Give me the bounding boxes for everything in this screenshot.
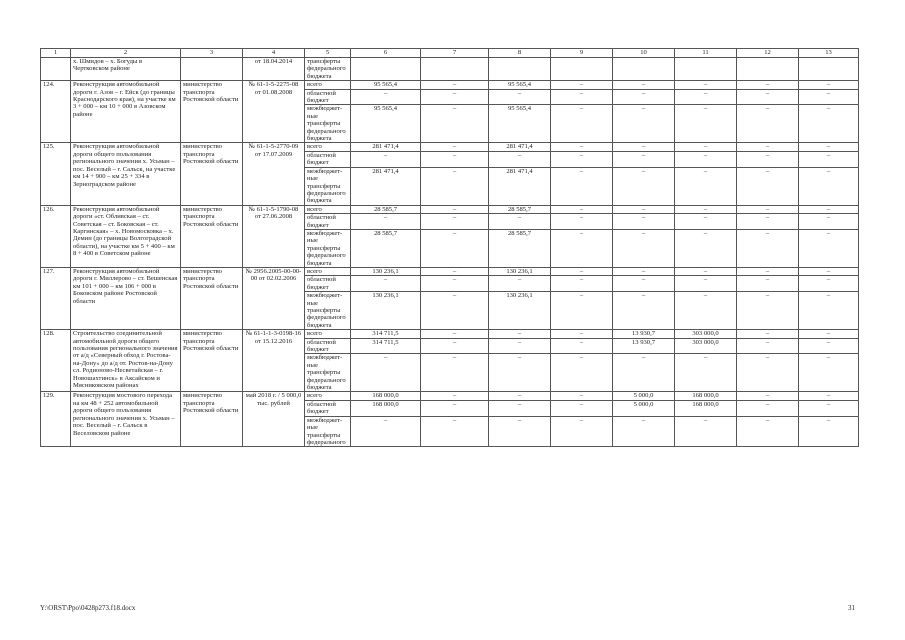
value-cell: – [551, 151, 613, 167]
source-cell: областной бюджет [305, 276, 351, 292]
value-cell: – [675, 354, 737, 392]
value-cell: – [613, 167, 675, 205]
value-cell: – [737, 89, 799, 105]
column-header: 9 [551, 49, 613, 58]
value-cell: – [613, 151, 675, 167]
value-cell: – [551, 81, 613, 89]
source-cell: межбюджет-ные трансферты федерального бюджета [305, 167, 351, 205]
value-cell: – [799, 400, 859, 416]
value-cell: – [613, 267, 675, 275]
value-cell: – [675, 276, 737, 292]
value-cell: – [737, 229, 799, 267]
value-cell: – [551, 276, 613, 292]
ministry-cell: министерство транспорта Ростовской области [181, 267, 243, 329]
value-cell: – [737, 81, 799, 89]
ministry-cell: министерство транспорта Ростовской области [181, 81, 243, 143]
value-cell: – [551, 392, 613, 400]
value-cell: 28 585,7 [489, 205, 551, 213]
value-cell: – [737, 416, 799, 447]
value-cell: – [799, 167, 859, 205]
value-cell: – [737, 354, 799, 392]
row-number-cell: 127. [41, 267, 71, 329]
value-cell: – [675, 205, 737, 213]
ministry-cell: министерство транспорта Ростовской области [181, 205, 243, 267]
value-cell: – [737, 276, 799, 292]
value-cell: 303 000,0 [675, 338, 737, 354]
value-cell: 303 000,0 [675, 330, 737, 338]
value-cell: – [421, 292, 489, 330]
value-cell: – [675, 105, 737, 143]
value-cell: – [421, 267, 489, 275]
ministry-cell: министерство транспорта Ростовской области [181, 330, 243, 392]
value-cell: – [489, 416, 551, 447]
value-cell: – [489, 276, 551, 292]
value-cell: – [489, 330, 551, 338]
value-cell [737, 58, 799, 81]
table-row [41, 143, 859, 151]
object-name-cell: Реконструкция автомобильной дороги г. Миллерово – ст. Вешенская км 101 + 000 – км 106 + 000 в Боковском районе Ростовской области [71, 267, 181, 329]
column-header: 5 [305, 49, 351, 58]
document-cell: № 2956.2005-00-00-00 от 02.02.2006 [243, 267, 305, 329]
value-cell: – [351, 89, 421, 105]
value-cell: – [737, 392, 799, 400]
value-cell: – [421, 338, 489, 354]
table-row [41, 58, 859, 81]
value-cell: – [421, 205, 489, 213]
row-number-cell: 126. [41, 205, 71, 267]
column-number-row [41, 49, 859, 58]
value-cell: – [421, 105, 489, 143]
value-cell: – [421, 416, 489, 447]
value-cell: – [799, 143, 859, 151]
value-cell: 168 000,0 [675, 400, 737, 416]
value-cell [421, 58, 489, 81]
value-cell: – [799, 105, 859, 143]
document-cell: № 61-1-5-2275-08 от 01.08.2008 [243, 81, 305, 143]
object-name-cell: Реконструкция автомобильной дороги г. Азов – г. Ейск (до границы Краснодарского края), на участке км 3 + 000 – км 10 + 000 в Азовском районе [71, 81, 181, 143]
value-cell: 13 930,7 [613, 338, 675, 354]
value-cell [675, 58, 737, 81]
row-number-cell: 124. [41, 81, 71, 143]
value-cell: 5 000,0 [613, 392, 675, 400]
value-cell: 28 585,7 [351, 229, 421, 267]
source-cell: областной бюджет [305, 338, 351, 354]
value-cell: – [489, 338, 551, 354]
column-header: 1 [41, 49, 71, 58]
value-cell: – [737, 143, 799, 151]
value-cell: – [421, 151, 489, 167]
value-cell: – [675, 416, 737, 447]
value-cell: – [737, 205, 799, 213]
value-cell: 314 711,5 [351, 338, 421, 354]
value-cell: – [551, 292, 613, 330]
document-cell: № 61-1-5-1790-08 от 27.06.2008 [243, 205, 305, 267]
value-cell: – [421, 229, 489, 267]
document-cell: от 18.04.2014 [243, 58, 305, 81]
value-cell: 95 565,4 [489, 81, 551, 89]
value-cell: – [551, 214, 613, 230]
value-cell: – [675, 167, 737, 205]
value-cell: – [613, 143, 675, 151]
value-cell: – [551, 400, 613, 416]
column-header: 2 [71, 49, 181, 58]
ministry-cell: министерство транспорта Ростовской области [181, 392, 243, 447]
source-cell: областной бюджет [305, 89, 351, 105]
value-cell: – [737, 214, 799, 230]
document-cell: май 2018 г. / 5 000,0 тыс. рублей [243, 392, 305, 447]
value-cell: – [675, 81, 737, 89]
value-cell: – [421, 214, 489, 230]
value-cell: – [799, 292, 859, 330]
value-cell: – [551, 205, 613, 213]
value-cell: – [799, 354, 859, 392]
value-cell: – [675, 214, 737, 230]
value-cell: – [351, 416, 421, 447]
value-cell: – [737, 167, 799, 205]
value-cell: 130 236,1 [351, 267, 421, 275]
value-cell [489, 58, 551, 81]
value-cell: – [675, 143, 737, 151]
value-cell: – [551, 416, 613, 447]
value-cell: – [799, 151, 859, 167]
source-cell: всего [305, 330, 351, 338]
document-cell: № 61-1-5-2770-09 от 17.07.2009 [243, 143, 305, 205]
value-cell: – [351, 276, 421, 292]
table-row [41, 81, 859, 89]
value-cell: – [421, 89, 489, 105]
table-row [41, 205, 859, 213]
source-cell: областной бюджет [305, 214, 351, 230]
value-cell: – [799, 276, 859, 292]
value-cell: 168 000,0 [351, 400, 421, 416]
column-header: 10 [613, 49, 675, 58]
ministry-cell [181, 58, 243, 81]
value-cell: 13 930,7 [613, 330, 675, 338]
value-cell: – [799, 89, 859, 105]
value-cell: – [675, 229, 737, 267]
value-cell: – [613, 205, 675, 213]
value-cell: 281 471,4 [489, 167, 551, 205]
source-cell: всего [305, 205, 351, 213]
value-cell: – [737, 330, 799, 338]
source-cell: межбюджет-ные трансферты федерального бюджета [305, 229, 351, 267]
value-cell: – [551, 330, 613, 338]
source-cell: всего [305, 81, 351, 89]
source-cell: всего [305, 267, 351, 275]
value-cell: – [675, 292, 737, 330]
value-cell: – [737, 151, 799, 167]
column-header: 8 [489, 49, 551, 58]
document-path: Y:\ORST\Ppo\0428p273.f18.docx [40, 604, 136, 612]
source-cell: трансферты федерального бюджета [305, 58, 351, 81]
value-cell: 130 236,1 [489, 267, 551, 275]
column-header: 3 [181, 49, 243, 58]
value-cell: 281 471,4 [489, 143, 551, 151]
object-name-cell: х. Шмидов – х. Богуды в Чертковском районе [71, 58, 181, 81]
value-cell: – [737, 400, 799, 416]
row-number-cell: 125. [41, 143, 71, 205]
object-name-cell: Реконструкция автомобильной дороги общего пользования регионального значения х. Усьман – пос. Веселый – г. Сальск, на участке км 14 + 900 – км 25 + 334 в Зерноградском районе [71, 143, 181, 205]
value-cell: 168 000,0 [675, 392, 737, 400]
value-cell: – [613, 416, 675, 447]
value-cell: 95 565,4 [489, 105, 551, 143]
value-cell: – [799, 229, 859, 267]
value-cell: 281 471,4 [351, 167, 421, 205]
source-cell: межбюджет-ные трансферты федерального бюджета [305, 292, 351, 330]
document-cell: № 61-1-1-3-0198-16 от 15.12.2016 [243, 330, 305, 392]
value-cell [613, 58, 675, 81]
value-cell: – [421, 276, 489, 292]
value-cell [799, 58, 859, 81]
value-cell: – [551, 338, 613, 354]
row-number-cell: 128. [41, 330, 71, 392]
value-cell: – [489, 392, 551, 400]
value-cell: – [489, 89, 551, 105]
value-cell: – [675, 89, 737, 105]
source-cell: межбюджет-ные трансферты федерального [305, 416, 351, 447]
value-cell: – [799, 267, 859, 275]
object-name-cell: Реконструкция автомобильной дороги «ст. Обливская – ст. Советская – ст. Боковская – ст. Каргинская» – х. Новомосковка – х. Демин (до границы Волгоградской области), на участке км 5 + 400 – км 8 + 400 в Советском районе [71, 205, 181, 267]
value-cell: – [551, 143, 613, 151]
row-number-cell [41, 58, 71, 81]
value-cell: – [489, 400, 551, 416]
value-cell: – [799, 416, 859, 447]
value-cell: – [799, 338, 859, 354]
value-cell: – [421, 392, 489, 400]
value-cell: – [421, 400, 489, 416]
value-cell [551, 58, 613, 81]
object-name-cell: Строительство соединительной автомобильной дороги общего пользования регионального значения от а/д «Северный обход г. Ростова-на-Дону» до а/д от. Ростов-на-Дону сл. Родионово-Несветайская – г. Новошахтинск» в Аксайском и Мясниковском районах [71, 330, 181, 392]
row-number-cell: 129. [41, 392, 71, 447]
value-cell: – [613, 229, 675, 267]
value-cell: – [799, 81, 859, 89]
value-cell: – [421, 330, 489, 338]
column-header: 13 [799, 49, 859, 58]
value-cell: – [737, 267, 799, 275]
value-cell: – [551, 229, 613, 267]
value-cell: 168 000,0 [351, 392, 421, 400]
column-header: 11 [675, 49, 737, 58]
column-header: 12 [737, 49, 799, 58]
value-cell: 314 711,5 [351, 330, 421, 338]
value-cell: – [613, 276, 675, 292]
column-header: 4 [243, 49, 305, 58]
value-cell: – [551, 267, 613, 275]
value-cell: 5 000,0 [613, 400, 675, 416]
ministry-cell: министерство транспорта Ростовской области [181, 143, 243, 205]
source-cell: всего [305, 392, 351, 400]
value-cell: 28 585,7 [489, 229, 551, 267]
value-cell: – [737, 105, 799, 143]
source-cell: всего [305, 143, 351, 151]
value-cell: – [737, 292, 799, 330]
value-cell: – [489, 354, 551, 392]
value-cell: – [613, 105, 675, 143]
value-cell [351, 58, 421, 81]
page-number: 31 [848, 604, 855, 612]
value-cell: – [613, 89, 675, 105]
value-cell: – [351, 354, 421, 392]
value-cell: – [613, 214, 675, 230]
value-cell: – [799, 214, 859, 230]
source-cell: областной бюджет [305, 151, 351, 167]
table-body [41, 49, 859, 447]
table-row [41, 330, 859, 338]
value-cell: – [613, 81, 675, 89]
value-cell: – [551, 105, 613, 143]
value-cell: – [351, 151, 421, 167]
value-cell: – [613, 354, 675, 392]
value-cell: – [421, 81, 489, 89]
value-cell: – [421, 167, 489, 205]
value-cell: – [489, 151, 551, 167]
value-cell: – [421, 354, 489, 392]
value-cell: – [799, 205, 859, 213]
column-header: 6 [351, 49, 421, 58]
value-cell: 28 585,7 [351, 205, 421, 213]
value-cell: – [737, 338, 799, 354]
value-cell: 281 471,4 [351, 143, 421, 151]
value-cell: – [551, 167, 613, 205]
value-cell: – [551, 89, 613, 105]
value-cell: – [675, 151, 737, 167]
value-cell: 130 236,1 [489, 292, 551, 330]
value-cell: – [799, 330, 859, 338]
source-cell: межбюджет-ные трансферты федерального бюджета [305, 354, 351, 392]
value-cell: – [551, 354, 613, 392]
value-cell: – [799, 392, 859, 400]
object-name-cell: Реконструкция мостового перехода на км 48 + 252 автомобильной дороги общего пользования регионального значения х. Усьман – пос. Веселый – г. Сальск в Веселовском районе [71, 392, 181, 447]
value-cell: – [421, 143, 489, 151]
value-cell: – [675, 267, 737, 275]
value-cell: – [489, 214, 551, 230]
table-row [41, 267, 859, 275]
source-cell: межбюджет-ные трансферты федерального бюджета [305, 105, 351, 143]
table-row [41, 392, 859, 400]
source-cell: областной бюджет [305, 400, 351, 416]
value-cell: – [613, 292, 675, 330]
value-cell: 95 565,4 [351, 81, 421, 89]
finance-table [40, 48, 859, 447]
column-header: 7 [421, 49, 489, 58]
value-cell: 95 565,4 [351, 105, 421, 143]
value-cell: – [351, 214, 421, 230]
value-cell: 130 236,1 [351, 292, 421, 330]
